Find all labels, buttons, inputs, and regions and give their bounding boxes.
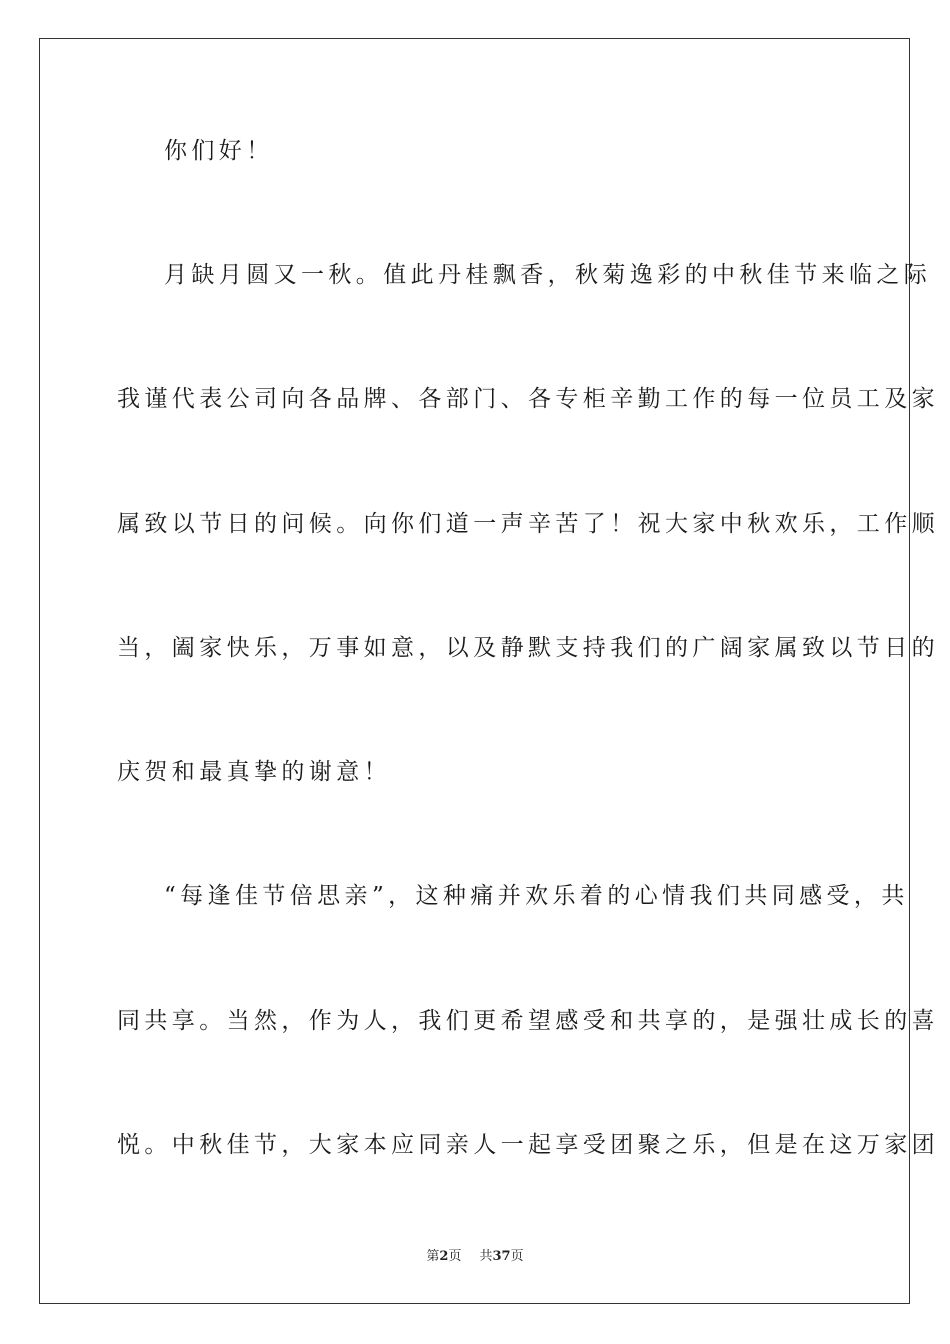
paragraph-2-line-2: 同共享。当然，作为人，我们更希望感受和共享的，是强壮成长的喜 bbox=[117, 1008, 939, 1034]
page-border bbox=[39, 38, 939, 1304]
total-pages: 37 bbox=[492, 1249, 511, 1264]
page-footer bbox=[0, 1248, 950, 1266]
paragraph-1-line-3: 属致以节日的问候。向你们道一声辛苦了！祝大家中秋欢乐，工作顺 bbox=[117, 511, 939, 537]
paragraph-1-line-2: 我谨代表公司向各品牌、各部门、各专柜辛勤工作的每一位员工及家 bbox=[117, 386, 939, 412]
total-prefix: 共 bbox=[479, 1249, 493, 1264]
paragraph-1-line-4: 当，阖家快乐，万事如意，以及静默支持我们的广阔家属致以节日的 bbox=[117, 635, 939, 661]
page-number: 2 bbox=[439, 1249, 449, 1264]
paragraph-1-line-1: 月缺月圆又一秋。值此丹桂飘香，秋菊逸彩的中秋佳节来临之际 bbox=[164, 262, 932, 288]
paragraph-2-line-1: “每逢佳节倍思亲”，这种痛并欢乐着的心情我们共同感受，共 bbox=[164, 883, 909, 909]
total-suffix: 页 bbox=[510, 1249, 524, 1264]
paragraph-1-line-5: 庆贺和最真挚的谢意！ bbox=[117, 759, 391, 785]
page-suffix: 页 bbox=[448, 1249, 462, 1264]
paragraph-2-line-3: 悦。中秋佳节，大家本应同亲人一起享受团聚之乐，但是在这万家团 bbox=[117, 1132, 939, 1158]
page-prefix: 第 bbox=[426, 1249, 440, 1264]
greeting-line: 你们好！ bbox=[164, 138, 274, 164]
